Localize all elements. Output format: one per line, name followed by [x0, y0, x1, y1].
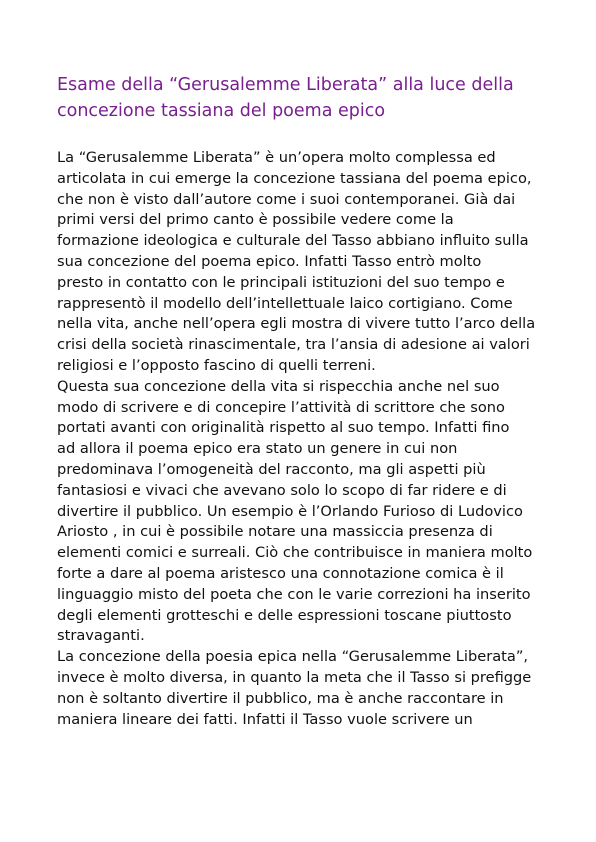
body-line: sua concezione del poema epico. Infatti Tasso entrò molto: [57, 252, 482, 270]
body-line: non è soltanto divertire il pubblico, ma è anche raccontare in: [57, 689, 504, 707]
body-line: maniera lineare dei fatti. Infatti il Tasso vuole scrivere un: [57, 710, 473, 728]
body-line: La concezione della poesia epica nella “Gerusalemme Liberata”,: [57, 648, 529, 666]
body-line: divertire il pubblico. Un esempio è l’Orlando Furioso di Ludovico: [57, 502, 523, 520]
body-line: linguaggio misto del poeta che con le varie correzioni ha inserito: [57, 585, 531, 603]
body-line: che non è visto dall’autore come i suoi contemporanei. Già dai: [57, 190, 516, 208]
body-line: formazione ideologica e culturale del Tasso abbiano influito sulla: [57, 232, 529, 250]
body-line: invece è molto diversa, in quanto la meta che il Tasso si prefigge: [57, 668, 532, 686]
body-line: elementi comici e surreali. Ciò che contribuisce in maniera molto: [57, 544, 533, 562]
title-line: concezione tassiana del poema epico: [57, 101, 386, 121]
body-line: predominava l’omogeneità del racconto, ma gli aspetti più: [57, 460, 486, 478]
body-line: forte a dare al poema aristesco una connotazione comica è il: [57, 564, 504, 582]
body-line: Questa sua concezione della vita si rispecchia anche nel suo: [57, 377, 500, 395]
body-line: stravaganti.: [57, 627, 145, 645]
body-line: religiosi e l’opposto fascino di quelli terreni.: [57, 356, 376, 374]
body-line: rappresentò il modello dell’intellettuale laico cortigiano. Come: [57, 294, 513, 312]
body-line: modo di scrivere e di concepire l’attività di scrittore che sono: [57, 398, 505, 416]
document-title: [57, 72, 537, 124]
body-line: fantasiosi e vivaci che avevano solo lo scopo di far ridere e di: [57, 481, 507, 499]
body-line: La “Gerusalemme Liberata” è un’opera molto complessa ed: [57, 149, 496, 166]
body-line: primi versi del primo canto è possibile vedere come la: [57, 211, 454, 229]
body-line: nella vita, anche nell’opera egli mostra di vivere tutto l’arco della: [57, 315, 536, 333]
body-line: articolata in cui emerge la concezione tassiana del poema epico,: [57, 169, 532, 187]
body-line: degli elementi grotteschi e delle espressioni toscane piuttosto: [57, 606, 512, 624]
body-line: Ariosto , in cui è possibile notare una massiccia presenza di: [57, 523, 493, 541]
body-line: crisi della società rinascimentale, tra l’ansia di adesione ai valori: [57, 336, 530, 354]
document-body: [57, 148, 547, 730]
title-line: Esame della “Gerusalemme Liberata” alla luce della: [57, 75, 514, 95]
body-line: portati avanti con originalità rispetto al suo tempo. Infatti fino: [57, 419, 510, 437]
body-line: ad allora il poema epico era stato un genere in cui non: [57, 440, 458, 458]
body-line: presto in contatto con le principali istituzioni del suo tempo e: [57, 273, 505, 291]
